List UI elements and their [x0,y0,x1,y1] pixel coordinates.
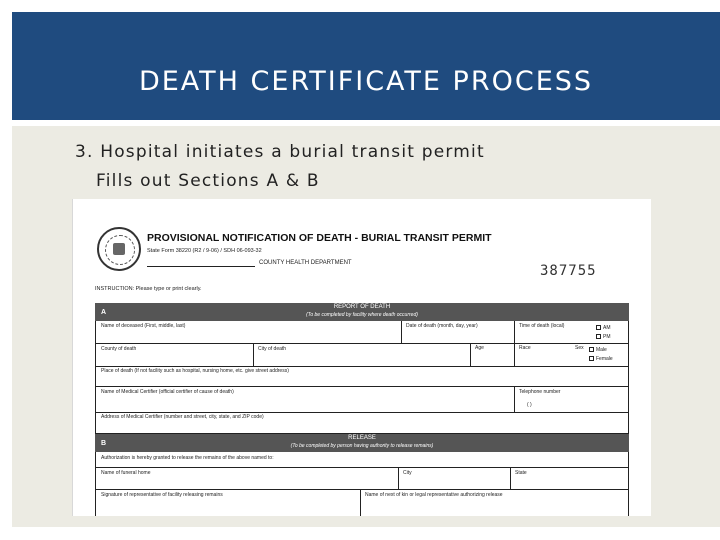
option-female: Female [589,356,613,362]
option-pm: PM [596,334,611,340]
section-b-letter: B [101,440,107,447]
am-checkbox-icon [596,325,601,330]
section-b-subtitle: (To be completed by person having authority to release remains) [290,443,434,449]
field-race: Race [519,345,531,351]
serial-number: 387755 [540,263,597,279]
field-medical-certifier: Name of Medical Certifier (official certifier of cause of death) [101,389,234,395]
section-a-letter: A [101,309,107,316]
form-title: PROVISIONAL NOTIFICATION OF DEATH - BURIAL TRANSIT PERMIT [147,232,492,244]
title-banner [12,12,720,120]
field-city-of-death: City of death [258,346,287,352]
field-sex: Sex [575,345,584,351]
pm-checkbox-icon [596,334,601,339]
field-authorization: Authorization is hereby granted to release the remains of the above named to: [101,455,274,461]
form-number: State Form 38220 (R2 / 9-06) / SDH 06-093-32 [147,248,262,254]
option-am: AM [596,325,611,331]
field-certifier-address: Address of Medical Certifier (number and street, city, state, and ZIP code) [101,414,264,420]
field-signature: Signature of representative of facility releasing remains [101,492,223,498]
section-b-grid [95,452,629,516]
section-b-header [95,434,629,452]
field-telephone-parens: ( ) [527,402,532,408]
field-funeral-home: Name of funeral home [101,470,151,476]
field-age: Age [475,345,484,351]
section-a-subtitle: (To be completed by facility where death occurred) [306,312,418,318]
field-place-of-death: Place of death (If not facility such as hospital, nursing home, etc. give street address) [101,368,289,374]
field-telephone: Telephone number [519,389,561,395]
section-a-header [95,303,629,321]
option-male: Male [589,347,607,353]
field-city: City [403,470,412,476]
field-deceased-name: Name of deceased (First, middle, last) [101,323,186,329]
bullet-sections: Fills out Sections A & B [96,171,320,191]
state-seal-icon [97,227,141,271]
field-next-of-kin: Name of next of kin or legal representative authorizing release [365,492,503,498]
field-state: State [515,470,527,476]
field-county-of-death: County of death [101,346,137,352]
county-blank [147,266,255,267]
field-date-of-death: Date of death (month, day, year) [406,323,478,329]
field-time-of-death: Time of death (local) [519,323,565,329]
county-label: COUNTY HEALTH DEPARTMENT [259,260,352,266]
section-b-title: RELEASE [348,435,376,441]
bullet-step-3: 3. Hospital initiates a burial transit permit [75,142,485,162]
female-checkbox-icon [589,356,594,361]
slide-title: DEATH CERTIFICATE PROCESS [138,66,594,97]
section-a-title: REPORT OF DEATH [333,304,391,310]
instruction: INSTRUCTION: Please type or print clearly. [95,286,202,292]
male-checkbox-icon [589,347,594,352]
form-image [72,199,651,516]
